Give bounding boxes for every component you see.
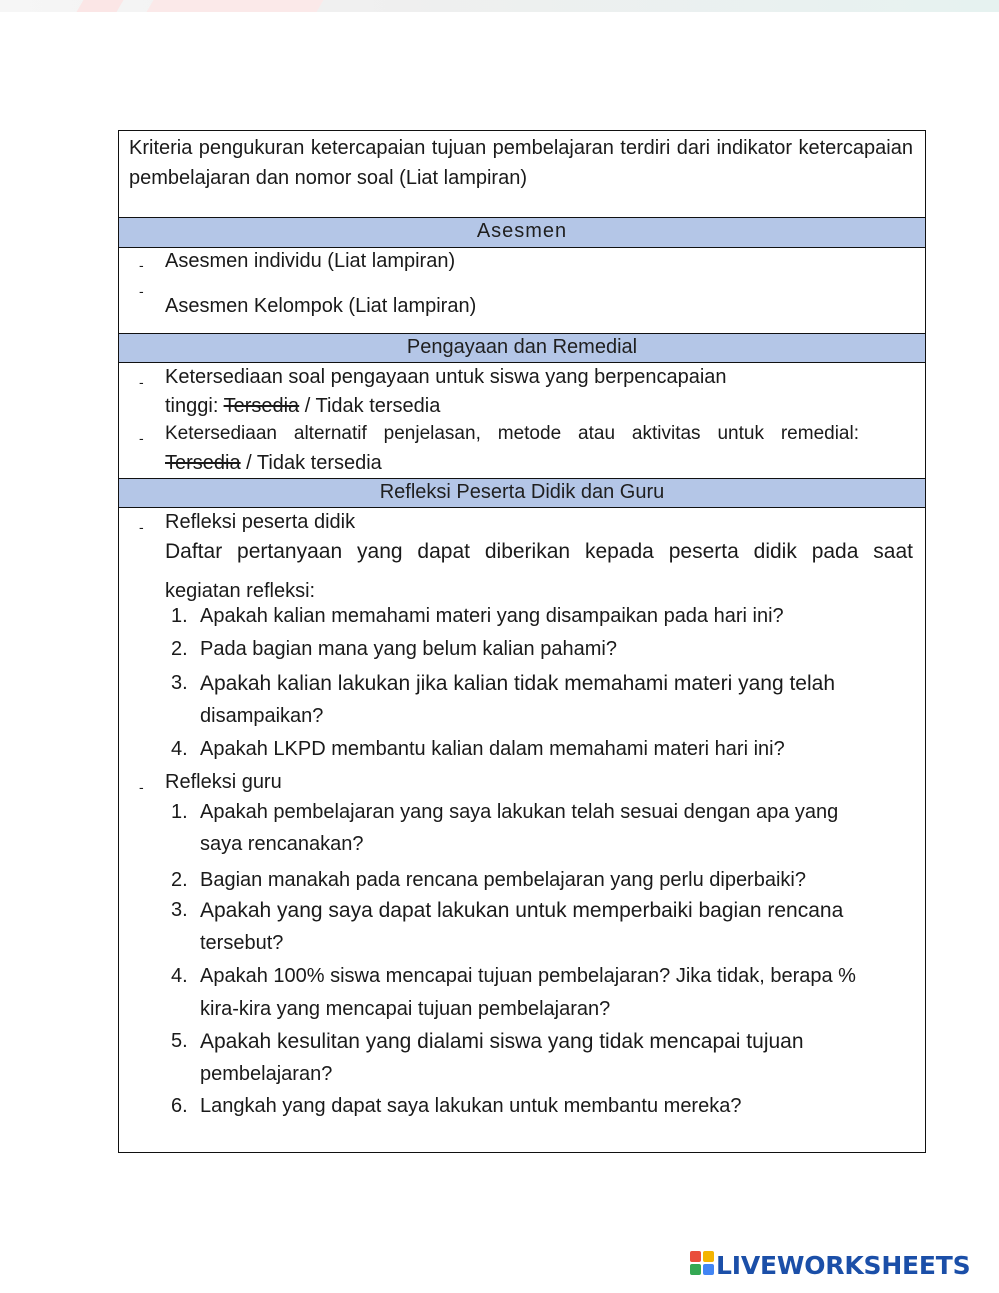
list-number: 4. xyxy=(171,965,188,987)
guru-question-2: Bagian manakah pada rencana pembelajaran yang perlu diperbaiki? xyxy=(200,869,806,891)
asesmen-header xyxy=(119,217,925,248)
guru-question-6: Langkah yang dapat saya lakukan untuk membantu mereka? xyxy=(200,1095,742,1117)
pengayaan-item1-line2 xyxy=(165,395,440,418)
asesmen-item-kelompok: Asesmen Kelompok (Liat lampiran) xyxy=(165,295,477,317)
siswa-question-2: Pada bagian mana yang belum kalian pahami? xyxy=(200,638,617,660)
asesmen-section xyxy=(119,248,925,334)
top-decorative-strip xyxy=(0,0,999,12)
refleksi-title: Refleksi Peserta Didik dan Guru xyxy=(379,481,665,503)
list-number: 2. xyxy=(171,638,188,660)
pengayaan-section xyxy=(119,363,925,478)
guru-question-1-cont: saya rencanakan? xyxy=(200,833,364,855)
list-number: 1. xyxy=(171,801,188,823)
bullet-dash: - xyxy=(139,519,144,535)
refleksi-siswa-intro-line2: kegiatan refleksi: xyxy=(165,580,316,602)
liveworksheets-logo-icon xyxy=(690,1251,716,1277)
guru-question-3: Apakah yang saya dapat lakukan untuk memperbaiki bagian rencana xyxy=(200,899,844,922)
list-number: 3. xyxy=(171,899,188,921)
siswa-question-1: Apakah kalian memahami materi yang disampaikan pada hari ini? xyxy=(200,605,784,627)
bullet-dash: - xyxy=(139,779,144,795)
assessment-table xyxy=(118,130,926,1153)
pengayaan-header xyxy=(119,333,925,363)
refleksi-guru-heading: Refleksi guru xyxy=(165,771,282,793)
siswa-question-3: Apakah kalian lakukan jika kalian tidak memahami materi yang telah xyxy=(200,672,836,695)
refleksi-siswa-intro-line1: Daftar pertanyaan yang dapat diberikan kepada peserta didik pada saat xyxy=(165,540,913,563)
list-number: 4. xyxy=(171,738,188,760)
bullet-dash: - xyxy=(139,430,144,446)
pengayaan-item2-rest: / Tidak tersedia xyxy=(240,452,382,474)
pengayaan-item2-line2 xyxy=(165,452,382,475)
pengayaan-item2-line1: Ketersediaan alternatif penjelasan, metode atau aktivitas untuk remedial: xyxy=(165,423,859,444)
list-number: 3. xyxy=(171,672,188,694)
pengayaan-item1-prefix: tinggi: xyxy=(165,395,224,417)
guru-question-4-cont: kira-kira yang mencapai tujuan pembelajaran? xyxy=(200,998,611,1020)
list-number: 5. xyxy=(171,1030,188,1052)
liveworksheets-brand[interactable] xyxy=(690,1251,970,1285)
guru-question-5-cont: pembelajaran? xyxy=(200,1063,333,1085)
asesmen-title: Asesmen xyxy=(476,220,568,242)
bullet-dash: - xyxy=(139,257,144,273)
pengayaan-item1-line1: Ketersediaan soal pengayaan untuk siswa yang berpencapaian xyxy=(165,366,727,388)
guru-question-1: Apakah pembelajaran yang saya lakukan telah sesuai dengan apa yang xyxy=(200,801,839,823)
siswa-question-3-cont: disampaikan? xyxy=(200,705,324,727)
list-number: 1. xyxy=(171,605,188,627)
guru-question-5: Apakah kesulitan yang dialami siswa yang tidak mencapai tujuan xyxy=(200,1030,804,1053)
liveworksheets-wordmark: LIVEWORKSHEETS xyxy=(716,1251,971,1280)
guru-question-3-cont: tersebut? xyxy=(200,932,284,954)
pengayaan-item1-struck: Tersedia xyxy=(223,395,300,417)
guru-question-4: Apakah 100% siswa mencapai tujuan pembelajaran? Jika tidak, berapa % xyxy=(200,965,856,987)
list-number: 2. xyxy=(171,869,188,891)
pengayaan-item1-rest: / Tidak tersedia xyxy=(299,395,441,417)
bullet-dash: - xyxy=(139,283,144,299)
refleksi-header xyxy=(119,478,925,508)
refleksi-siswa-heading: Refleksi peserta didik xyxy=(165,511,356,533)
list-number: 6. xyxy=(171,1095,188,1117)
asesmen-item-individu: Asesmen individu (Liat lampiran) xyxy=(165,250,456,272)
criteria-text: Kriteria pengukuran ketercapaian tujuan pembelajaran terdiri dari indikator ketercapaian pembelajaran dan nomor soal (Liat lampiran) xyxy=(129,137,913,189)
siswa-question-4: Apakah LKPD membantu kalian dalam memahami materi hari ini? xyxy=(200,738,785,760)
bullet-dash: - xyxy=(139,374,144,390)
pengayaan-item2-struck: Tersedia xyxy=(165,452,241,474)
pengayaan-title: Pengayaan dan Remedial xyxy=(406,336,638,358)
refleksi-section xyxy=(119,508,925,1152)
criteria-section xyxy=(119,131,925,217)
